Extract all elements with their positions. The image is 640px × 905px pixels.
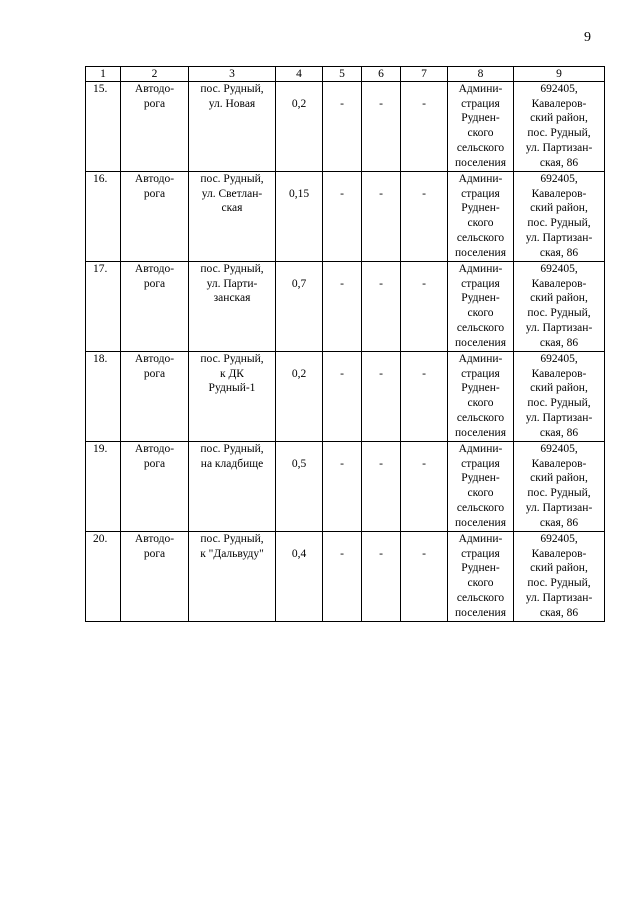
column-6-value: -: [362, 262, 401, 352]
column-header: 1: [86, 67, 121, 82]
owner-address: 692405, Кавалеров- ский район, пос. Рудный, ул. Партизан- ская, 86: [514, 172, 605, 262]
column-header: 4: [276, 67, 323, 82]
column-header: 3: [189, 67, 276, 82]
road-length: 0,5: [276, 442, 323, 532]
owner-name: Админи- страция Руднен- ского сельского поселения: [448, 352, 514, 442]
row-number: 20.: [86, 532, 121, 622]
column-6-value: -: [362, 442, 401, 532]
column-header: 9: [514, 67, 605, 82]
owner-address: 692405, Кавалеров- ский район, пос. Рудный, ул. Партизан- ская, 86: [514, 442, 605, 532]
column-5-value: -: [323, 352, 362, 442]
column-7-value: -: [401, 532, 448, 622]
road-length: 0,2: [276, 82, 323, 172]
table-row: [86, 82, 605, 172]
object-location: пос. Рудный, ул. Новая: [189, 82, 276, 172]
column-6-value: -: [362, 352, 401, 442]
object-type: Автодо- рога: [121, 532, 189, 622]
road-length: 0,2: [276, 352, 323, 442]
column-6-value: -: [362, 532, 401, 622]
object-location: пос. Рудный, ул. Парти- занская: [189, 262, 276, 352]
column-5-value: -: [323, 82, 362, 172]
column-header: 6: [362, 67, 401, 82]
object-location: пос. Рудный, на кладбище: [189, 442, 276, 532]
owner-address: 692405, Кавалеров- ский район, пос. Рудный, ул. Партизан- ская, 86: [514, 352, 605, 442]
table-row: [86, 532, 605, 622]
object-location: пос. Рудный, к "Дальвуду": [189, 532, 276, 622]
table-row: [86, 172, 605, 262]
object-location: пос. Рудный, к ДК Рудный-1: [189, 352, 276, 442]
owner-name: Админи- страция Руднен- ского сельского поселения: [448, 82, 514, 172]
column-5-value: -: [323, 262, 362, 352]
row-number: 16.: [86, 172, 121, 262]
column-7-value: -: [401, 172, 448, 262]
owner-name: Админи- страция Руднен- ского сельского поселения: [448, 442, 514, 532]
owner-address: 692405, Кавалеров- ский район, пос. Рудный, ул. Партизан- ская, 86: [514, 262, 605, 352]
owner-address: 692405, Кавалеров- ский район, пос. Рудный, ул. Партизан- ская, 86: [514, 82, 605, 172]
column-5-value: -: [323, 442, 362, 532]
row-number: 15.: [86, 82, 121, 172]
column-header: 2: [121, 67, 189, 82]
column-7-value: -: [401, 82, 448, 172]
owner-name: Админи- страция Руднен- ского сельского поселения: [448, 262, 514, 352]
column-header: 5: [323, 67, 362, 82]
object-type: Автодо- рога: [121, 82, 189, 172]
column-header: 8: [448, 67, 514, 82]
object-type: Автодо- рога: [121, 352, 189, 442]
table-row: [86, 352, 605, 442]
road-length: 0,4: [276, 532, 323, 622]
table-body: [86, 82, 605, 622]
column-6-value: -: [362, 172, 401, 262]
road-registry-table: [85, 66, 605, 622]
row-number: 17.: [86, 262, 121, 352]
column-6-value: -: [362, 82, 401, 172]
row-number: 19.: [86, 442, 121, 532]
road-length: 0,15: [276, 172, 323, 262]
owner-address: 692405, Кавалеров- ский район, пос. Рудный, ул. Партизан- ская, 86: [514, 532, 605, 622]
object-type: Автодо- рога: [121, 262, 189, 352]
owner-name: Админи- страция Руднен- ского сельского поселения: [448, 532, 514, 622]
header-row: [86, 67, 605, 82]
column-5-value: -: [323, 532, 362, 622]
table-row: [86, 262, 605, 352]
object-location: пос. Рудный, ул. Светлан- ская: [189, 172, 276, 262]
column-5-value: -: [323, 172, 362, 262]
column-7-value: -: [401, 262, 448, 352]
object-type: Автодо- рога: [121, 172, 189, 262]
owner-name: Админи- страция Руднен- ского сельского поселения: [448, 172, 514, 262]
column-7-value: -: [401, 442, 448, 532]
road-length: 0,7: [276, 262, 323, 352]
page-number: 9: [584, 30, 591, 45]
column-header: 7: [401, 67, 448, 82]
table-header: [86, 67, 605, 82]
object-type: Автодо- рога: [121, 442, 189, 532]
row-number: 18.: [86, 352, 121, 442]
table-row: [86, 442, 605, 532]
column-7-value: -: [401, 352, 448, 442]
